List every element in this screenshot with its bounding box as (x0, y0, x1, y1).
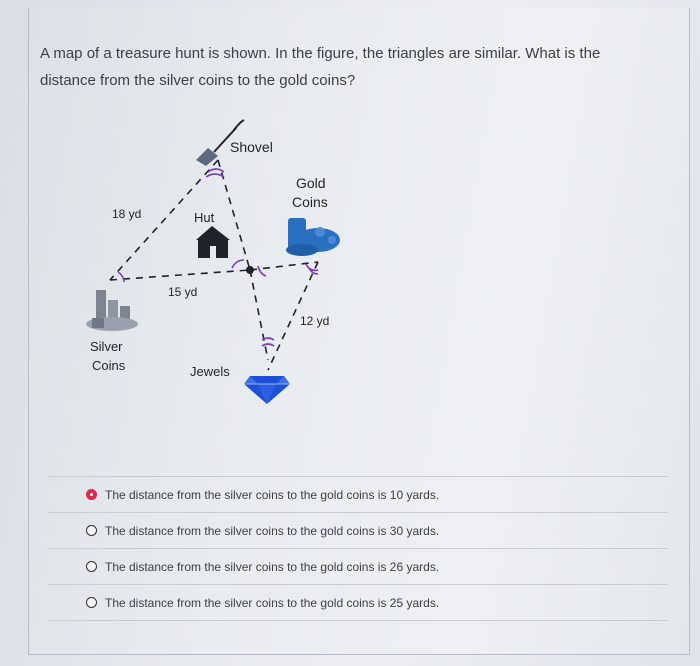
angle-mark-jewels-2 (262, 344, 274, 346)
angle-mark-hut-left (232, 260, 244, 268)
label-gold-line2: Coins (292, 194, 328, 210)
jewel-icon (244, 376, 290, 404)
answer-option-2-text: The distance from the silver coins to the gold coins is 30 yards. (105, 523, 440, 538)
angle-mark-silver (118, 272, 124, 282)
answer-options (48, 476, 668, 621)
label-12yd: 12 yd (300, 314, 330, 328)
answer-option-2[interactable] (48, 512, 668, 548)
answer-option-4[interactable] (48, 584, 668, 621)
radio-option-4[interactable] (86, 597, 97, 608)
hut-point (246, 266, 254, 274)
angle-mark-shovel (208, 169, 224, 172)
radio-option-2[interactable] (86, 525, 97, 536)
label-gold-line1: Gold (296, 175, 326, 191)
gold-coins-icon (286, 218, 340, 256)
label-15yd: 15 yd (168, 285, 198, 299)
hut-icon (196, 226, 230, 258)
figure-lines (110, 160, 318, 370)
label-silver-line2: Coins (92, 358, 126, 373)
angle-mark-jewels (262, 338, 274, 340)
question-line-1: A map of a treasure hunt is shown. In the figure, the triangles are similar. What is the (40, 45, 601, 62)
answer-option-3[interactable] (48, 548, 668, 584)
answer-option-1-text: The distance from the silver coins to the gold coins is 10 yards. (105, 487, 440, 502)
label-shovel: Shovel (230, 139, 273, 155)
label-18yd: 18 yd (112, 207, 142, 221)
line-silver-hut (110, 270, 250, 280)
radio-option-3[interactable] (86, 561, 97, 572)
silver-coins-icon (86, 290, 138, 331)
label-silver-line1: Silver (90, 339, 123, 354)
answer-option-1[interactable] (48, 476, 668, 512)
answer-option-4-text: The distance from the silver coins to the gold coins is 25 yards. (105, 595, 440, 610)
label-hut: Hut (194, 210, 215, 225)
line-hut-jewels (250, 270, 268, 360)
angle-mark-shovel-2 (206, 174, 224, 177)
radio-option-1[interactable] (86, 489, 97, 500)
label-jewels: Jewels (190, 364, 230, 379)
answer-option-3-text: The distance from the silver coins to the gold coins is 26 yards. (105, 559, 440, 574)
question-line-2: distance from the silver coins to the gold coins? (40, 72, 356, 89)
